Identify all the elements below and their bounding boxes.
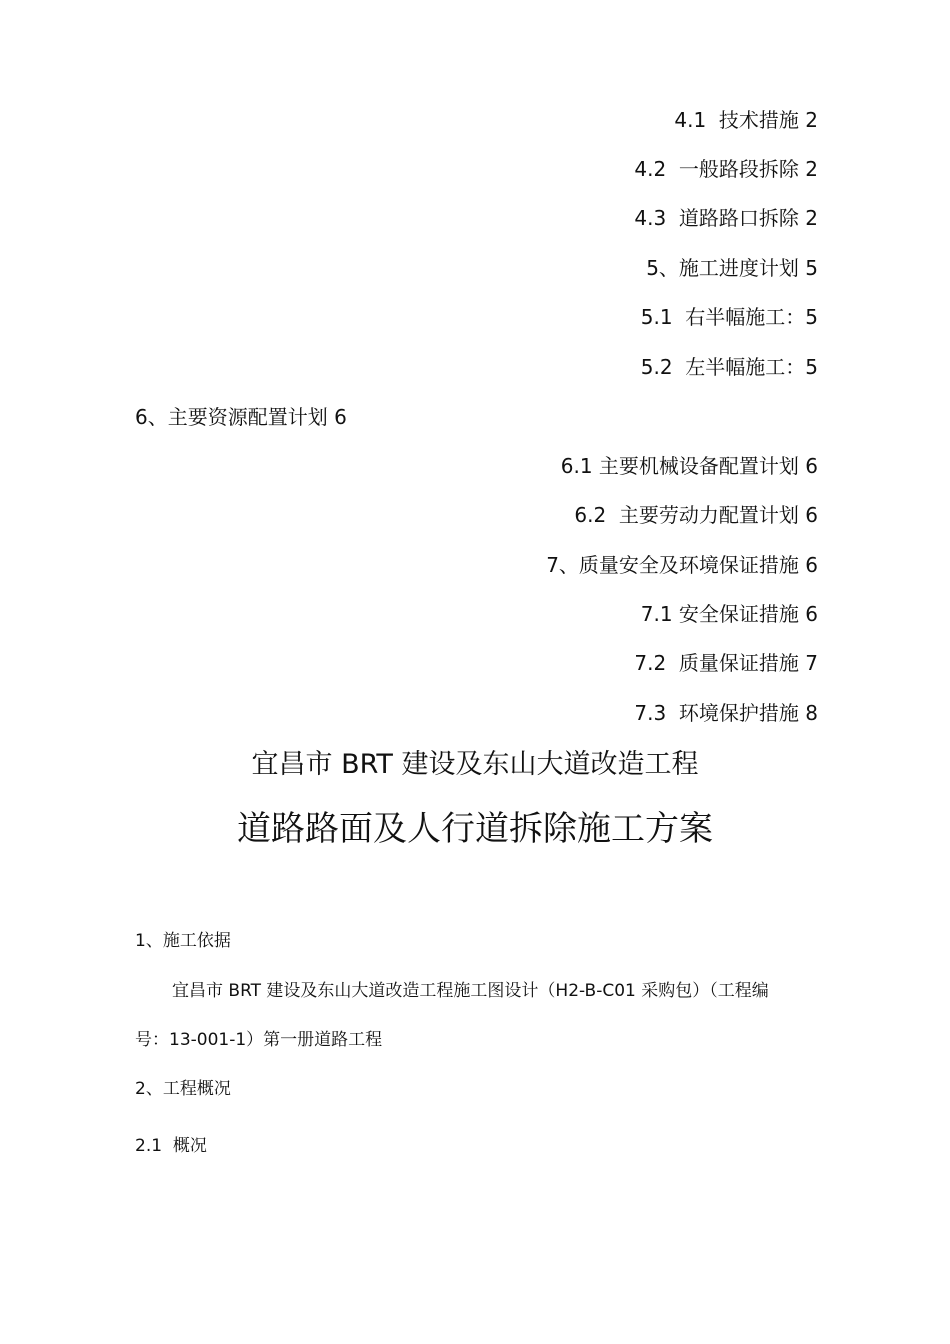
document-title-line2: 道路路面及人行道拆除施工方案 (237, 809, 713, 849)
toc-entry-6[interactable]: 6、主要资源配置计划 6 (135, 405, 347, 429)
toc-entry-7-1[interactable]: 7.1 安全保证措施 6 (640, 602, 818, 626)
section-1-paragraph-line1: 宜昌市 BRT 建设及东山大道改造工程施工图设计（H2-B-C01 采购包）（工程编 (172, 981, 769, 1001)
toc-entry-6-2[interactable]: 6.2 主要劳动力配置计划 6 (574, 503, 818, 527)
toc-entry-4-1[interactable]: 4.1 技术措施 2 (674, 108, 818, 132)
toc-entry-4-3[interactable]: 4.3 道路路口拆除 2 (634, 206, 818, 230)
section-heading-2: 2、工程概况 (135, 1079, 231, 1099)
toc-entry-6-1[interactable]: 6.1 主要机械设备配置计划 6 (560, 454, 818, 478)
toc-entry-4-2[interactable]: 4.2 一般路段拆除 2 (634, 157, 818, 181)
toc-entry-5-1[interactable]: 5.1 右半幅施工：5 (640, 305, 818, 329)
section-1-paragraph-line2: 号：13-001-1）第一册道路工程 (135, 1030, 383, 1050)
toc-entry-7[interactable]: 7、质量安全及环境保证措施 6 (546, 553, 818, 577)
document-title-line1: 宜昌市 BRT 建设及东山大道改造工程 (251, 749, 699, 780)
toc-entry-7-3[interactable]: 7.3 环境保护措施 8 (634, 701, 818, 725)
section-heading-2-1: 2.1 概况 (135, 1136, 207, 1156)
toc-entry-5-2[interactable]: 5.2 左半幅施工：5 (640, 355, 818, 379)
toc-entry-5[interactable]: 5、施工进度计划 5 (646, 256, 818, 280)
section-heading-1: 1、施工依据 (135, 931, 231, 951)
toc-entry-7-2[interactable]: 7.2 质量保证措施 7 (634, 651, 818, 675)
